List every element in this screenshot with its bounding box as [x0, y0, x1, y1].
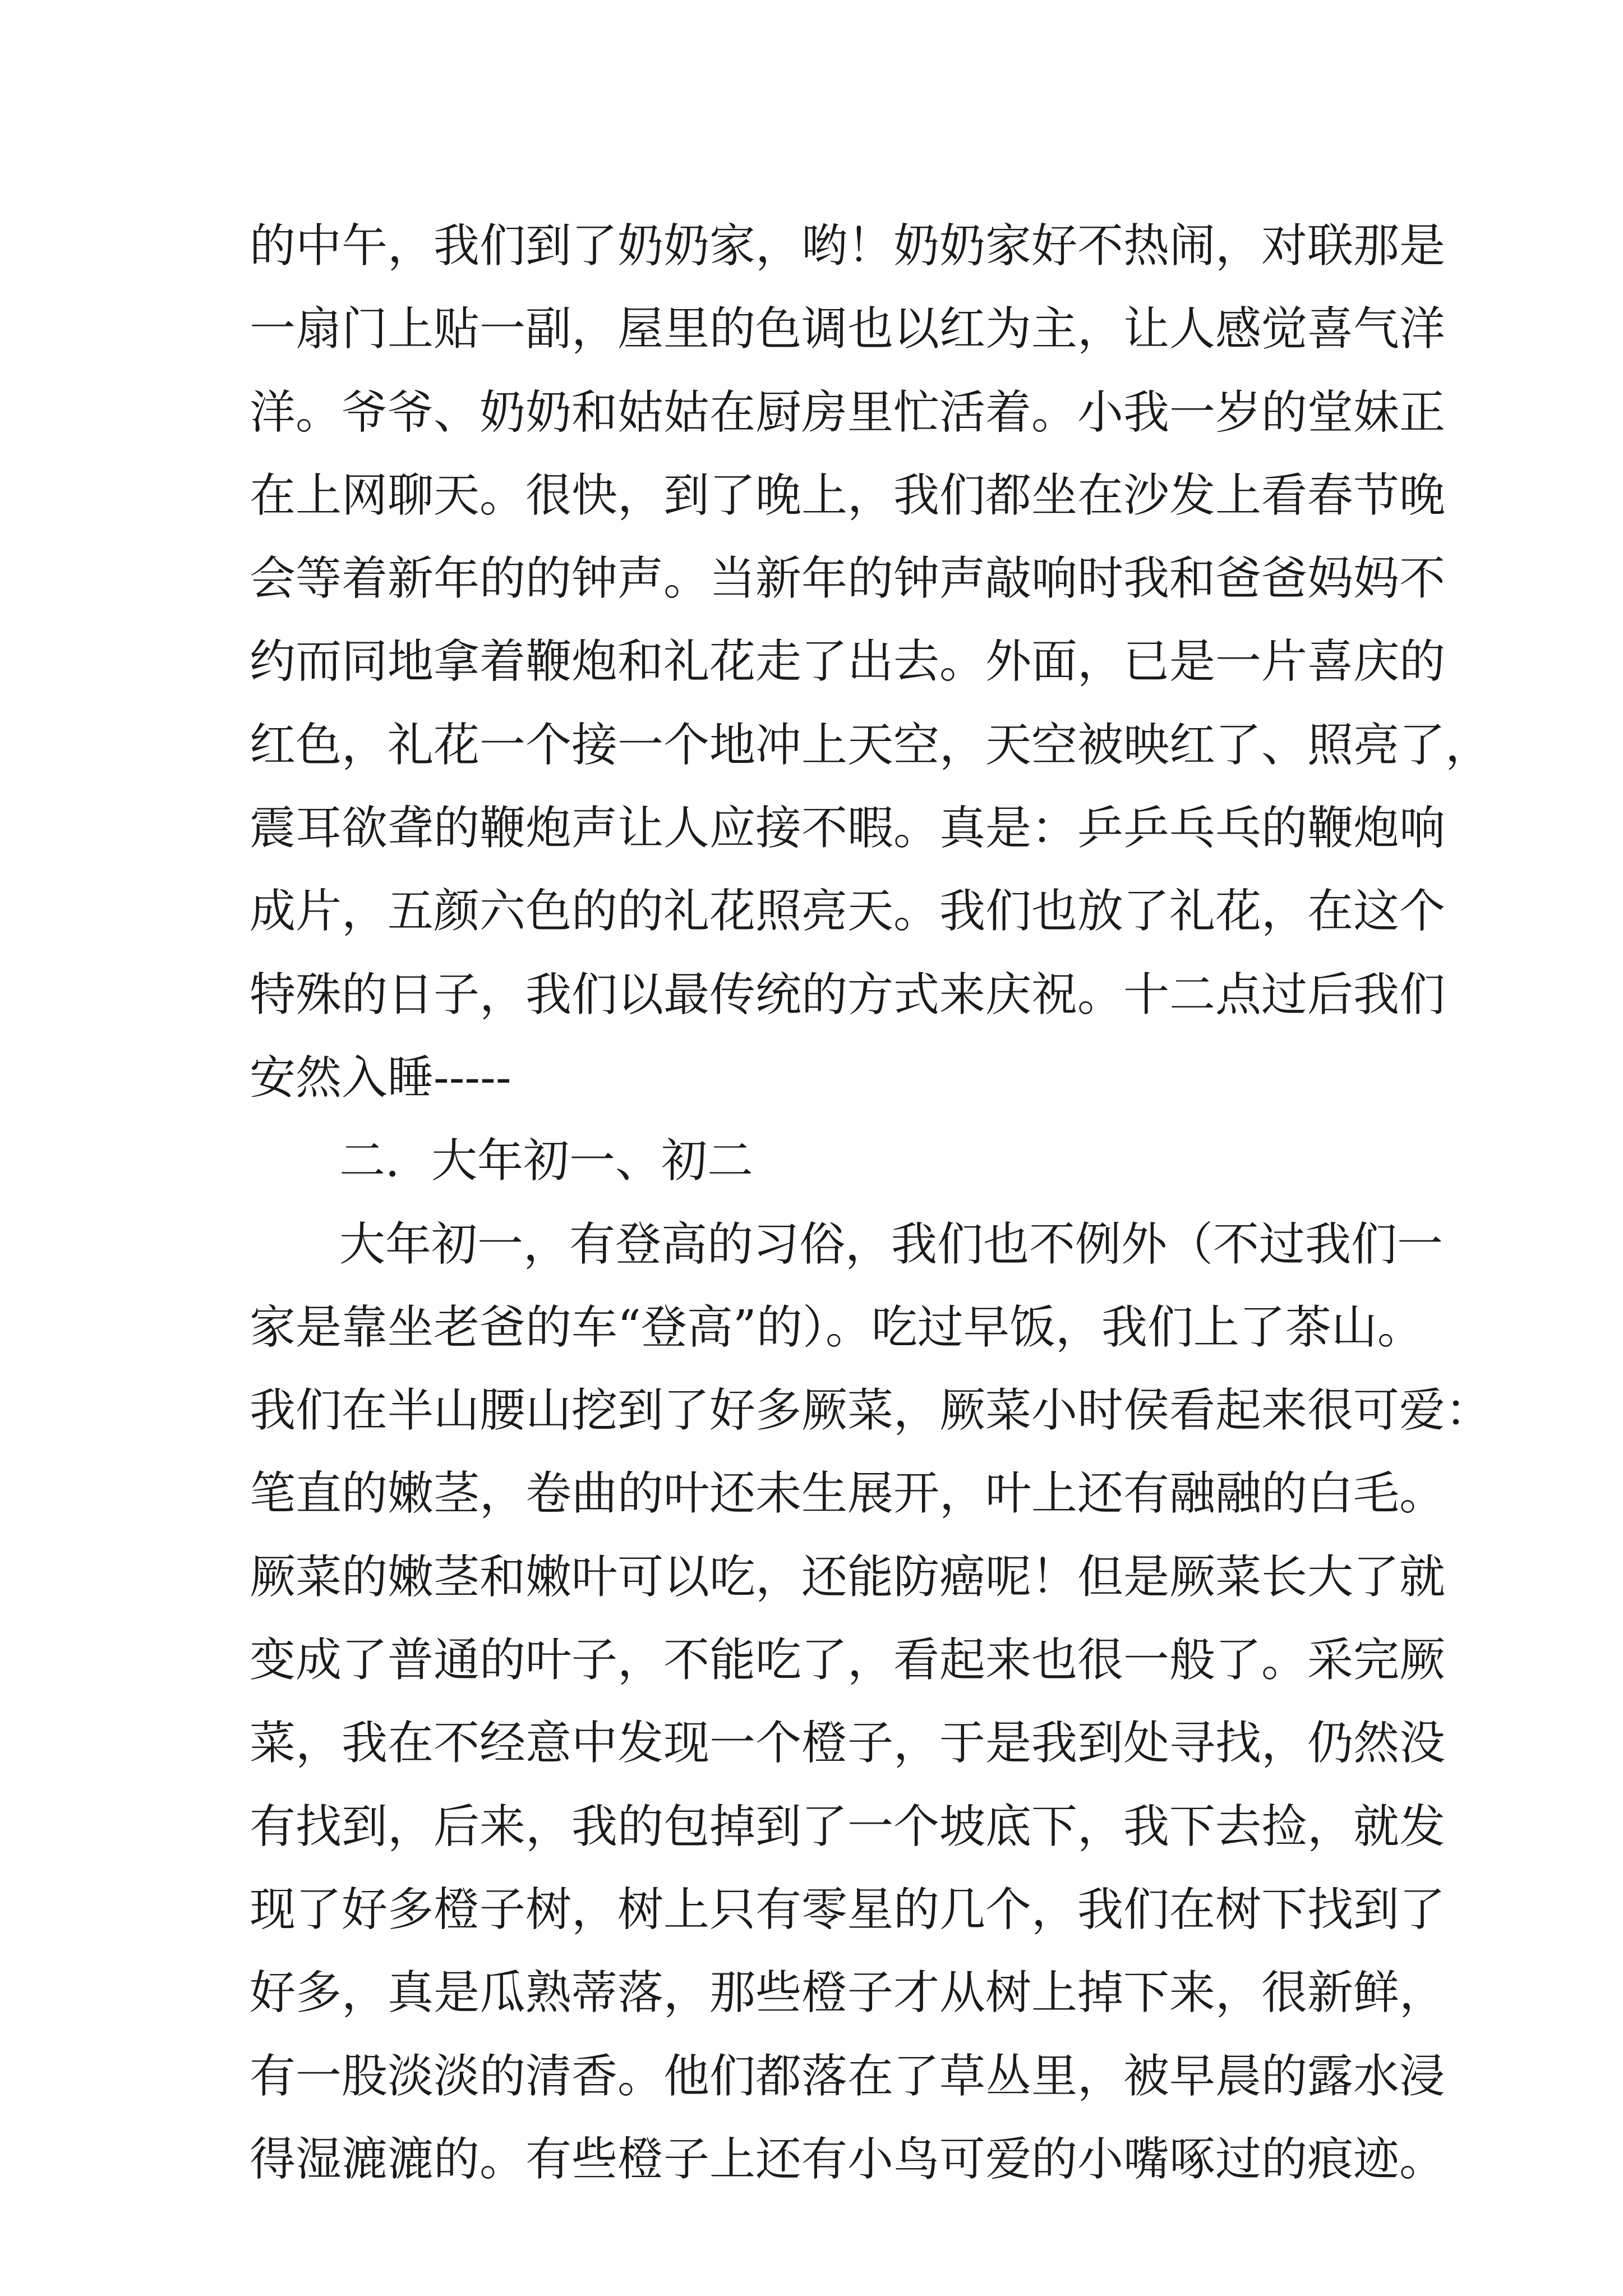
- text-line: 的中午，我们到了奶奶家，哟！奶奶家好不热闹，对联那是: [250, 219, 1446, 273]
- text-line: 约而同地拿着鞭炮和礼花走了出去。外面，已是一片喜庆的: [250, 635, 1446, 689]
- text-line: 成片，五颜六色的的礼花照亮天。我们也放了礼花，在这个: [250, 885, 1446, 938]
- text-line: 好多，真是瓜熟蒂落，那些橙子才从树上掉下来，很新鲜，: [250, 1966, 1446, 2020]
- text-line: 家是靠坐老爸的车“登高”的）。吃过早饭，我们上了茶山。: [250, 1300, 1423, 1354]
- section-heading: 二．大年初一、初二: [339, 1134, 754, 1188]
- text-line: 会等着新年的的钟声。当新年的钟声敲响时我和爸爸妈妈不: [250, 552, 1446, 606]
- text-line: 厥菜的嫩茎和嫩叶可以吃，还能防癌呢！但是厥菜长大了就: [250, 1550, 1446, 1604]
- text-line: 有找到，后来，我的包掉到了一个坡底下，我下去捡，就发: [250, 1800, 1446, 1853]
- text-line: 大年初一，有登高的习俗，我们也不例外（不过我们一: [339, 1217, 1444, 1271]
- text-line: 在上网聊天。很快，到了晚上，我们都坐在沙发上看春节晚: [250, 468, 1446, 522]
- text-line: 我们在半山腰山挖到了好多厥菜，厥菜小时侯看起来很可爱：: [250, 1384, 1492, 1438]
- text-line: 洋。爷爷、奶奶和姑姑在厨房里忙活着。小我一岁的堂妹正: [250, 385, 1446, 439]
- text-line: 变成了普通的叶子，不能吃了，看起来也很一般了。采完厥: [250, 1634, 1446, 1687]
- text-line: 现了好多橙子树，树上只有零星的几个，我们在树下找到了: [250, 1883, 1446, 1936]
- text-line: 有一股淡淡的清香。他们都落在了草丛里，被早晨的露水浸: [250, 2049, 1446, 2103]
- text-line: 特殊的日子，我们以最传统的方式来庆祝。十二点过后我们: [250, 968, 1446, 1022]
- text-line: 一扇门上贴一副，屋里的色调也以红为主，让人感觉喜气洋: [250, 302, 1446, 356]
- text-line: 安然入睡-----: [250, 1051, 511, 1105]
- text-line: 笔直的嫩茎，卷曲的叶还未生展开，叶上还有融融的白毛。: [250, 1467, 1446, 1521]
- body-text: [250, 205, 1492, 2201]
- text-line: 震耳欲聋的鞭炮声让人应接不暇。真是：乒乒乓乓的鞭炮响: [250, 802, 1446, 855]
- text-line: 菜，我在不经意中发现一个橙子，于是我到处寻找，仍然没: [250, 1717, 1446, 1770]
- text-line: 红色，礼花一个接一个地冲上天空，天空被映红了、照亮了，: [250, 718, 1492, 772]
- text-line: 得湿漉漉的。有些橙子上还有小鸟可爱的小嘴啄过的痕迹。: [250, 2132, 1446, 2186]
